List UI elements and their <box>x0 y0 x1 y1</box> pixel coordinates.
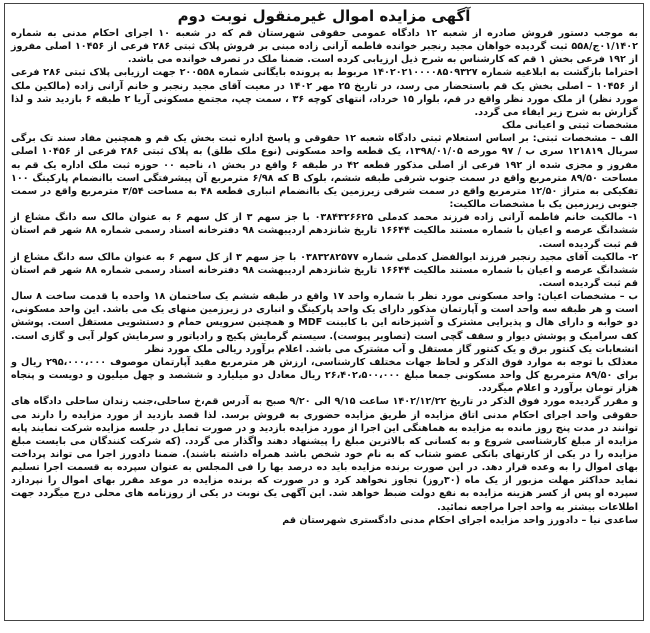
paragraph-auction-terms: و مقرر گردیده مورد فوق الذکر در تاریخ ۱۴۰۲/۱۲/۲۲ ساعت ۹/۱۵ الی ۹/۲۰ صبح به آدرس قم،خ ساحلی،جنب زندان ساحلی دادگاه های حقوقی واحد اجرای احکام مدنی اتاق مزایده از طریق مزایده حضوری به فروش برسد. لذا قصد بازدید از مورد مزایده را دارند می توانند در مدت پنج روز مانده به مزایده به هماهنگی این اجرا از مورد مزایده بازدید و در صورت تمایل در جلسه مزایده شرکت نمایند پایه مزایده از مبلغ کارشناسی شروع و به کسانی که بالاترین مبلغ را پیشنهاد دهند واگذار می گردد. (که شرکت کنندگان می بایست مبلغ مزایده را در یکی از کارتهای بانکی عضو شتاب که به نام خود شخص باشد همراه داشته باشند). ضمنا دادورز اجرا می تواند پرداخت بهای اموال را به وعده قرار دهد. در این صورت برنده مزایده باید ده درصد بها را فی المجلس به عنوان سپرده به قسمت اجرا تسلیم نماید حداکثر مهلت مزبور از یک ماه (۳۰روز) تجاوز نخواهد کرد و در صورت که برنده مزایده در موعد مقرر بهای اموال را نپردازد سپرده او پس از کسر هزینه مزایده به نفع دولت ضبط خواهد شد. این آگهی یک نوبت در یکی از روزنامه های محلی درج میگردد جهت اطلاعات بیشتر به واحد اجرا مراجعه نمائید. <box>11 396 638 513</box>
notice-frame <box>4 3 644 621</box>
paragraph-owner-1: ۱- مالکیت خانم فاطمه آرانی زاده فرزند محمد کدملی ۰۳۸۴۳۲۶۶۲۵ با جز سهم ۳ از کل سهم ۶ به عنوان مالک سه دانگ مشاع از ششدانگ عرصه و اعیان با شماره مستند مالکیت ۱۶۶۴۴ تاریخ شانزدهم اردیبهشت ۹۸ دفترخانه اسناد رسمی شماره ۸۸ شهر قم استان قم ثبت گردیده است. <box>11 212 638 250</box>
paragraph-signature: ساعدی نیا – دادورز واحد مزایده اجرای احکام مدنی دادگستری شهرستان قم <box>282 514 638 526</box>
paragraph-owner-2: ۲- مالکیت آقای مجید رنجبر فرزند ابوالفضل کدملی شماره ۰۳۸۳۲۸۲۵۷۷ با جز سهم ۳ از کل سهم ۶ به عنوان مالک سه دانگ مشاع از ششدانگ عرصه و اعیان با شماره مستند مالکیت ۱۶۶۴۴ تاریخ شانزدهم اردیبهشت ۹۸ دفترخانه اسناد رسمی شماره ۸۸ شهر قم استان قم ثبت گردیده است. <box>11 251 639 289</box>
paragraph-registration: الف – مشخصات ثبتی: بر اساس استعلام ثبتی دادگاه شعبه ۱۲ حقوقی و پاسخ اداره ثبت بخش یک قم و همچنین مفاد سند تک برگی سریال ۱۲۱۸۱۹ سری ب / ۹۷ مورخه ۱۳۹۸/۰۱/۰۵، یک قطعه واحد مسکونی (نوع ملک طلق) به پلاک ثبتی ۲۸۶ فرعی از ۱۰۴۵۶ اصلی مفروز و مجزی شده از ۱۹۲ فرعی از اصلی مذکور قطعه ۴۲ در طبقه ۶ واقع در بخش ۱، ناحیه ۰۰ حوزه ثبت ملک اداره یک قم به مساحت ۸۹/۵۰ مترمربع واقع در سمت جنوب شرقی طبقه ششم، بلوک B که ۶/۹۸ مترمربع آن پیشرفتگی است باانضمام پارکینگ ۱۰۰ تفکیکی به متراژ ۱۲/۵۰ مترمربع واقع در سمت شرقی زیرزمین یک باانضمام انباری قطعه ۴۸ به مساحت ۳/۵۴ مترمربع واقع در سمت جنوبی زیرزمین یک با مشخصات مالکیت: <box>11 133 639 211</box>
paragraph-valuation: معذلک با توجه به موارد فوق الذکر و لحاظ جهات مختلف کارشناسی، ارزش هر مترمربع مفید آپارتمان موصوف ۲۹۵،۰۰۰،۰۰۰ ریال و برای ۸۹/۵۰ مترمربع کل واحد مسکونی جمعا مبلغ ۲۶،۴۰۲،۵۰۰،۰۰۰ ریال معادل دو میلیارد و ششصد و چهل میلیون و دویست و پنجاه هزار تومان برآورد و اعلام میگردد. <box>11 356 638 395</box>
paragraph-heading: مشخصات ثبتی و اعیانی ملک <box>501 120 638 132</box>
paragraph-appraisal: احتراما بازگشت به ابلاغیه شماره ۱۴۰۲۰۲۱۰۰۰۰۸۵۰۹۳۲۷ مربوط به پرونده بایگانی شماره ۲۰۰۵۵۸ جهت ارزیابی پلاک ثبتی ۲۸۶ فرعی از ۱۰۴۵۶ – اصلی بخش یک قم باستحضار می رسد، در تاریخ ۲۵ مهر ۱۴۰۲ در معیت آقای مجید رنجبر و خانم آرانی زاده (مالکین ملک مورد نظر) از ملک مورد نظر واقع در قم، بلوار ۱۵ خرداد، انتهای کوچه ۳۶ ، سمت چپ، مجتمع مسکونی آریا ۲ طبقه ۶ بازدید شد و لذا گزارش به شرح زیر ایفاء می گردد. <box>11 67 639 118</box>
paragraph-intro: به موجب دستور فروش صادره از شعبه ۱۲ دادگاه عمومی حقوقی شهرستان قم که در شعبه ۱۰ اجرای احکام مدنی به شماره ۰۱/۱۴۰۲ج/۵۵۸ ثبت گردیده خواهان مجید رنجبر خوانده فاطمه آرانی زاده مبنی بر فروش پلاک ثبتی ۲۸۶ فرعی از ۱۰۴۵۶ اصلی مفروز از ۱۹۲ فرعی بخش ۱ قم که کارشناس به شرح ذیل ارزیابی کرده است. ضمنا ملک در تصرف خوانده می باشد. <box>11 28 639 66</box>
notice-body <box>5 27 643 527</box>
paragraph-building: ب – مشخصات اعیان: واحد مسکونی مورد نظر با شماره واحد ۱۷ واقع در طبقه ششم یک ساختمان ۱۸ واحده با قدمت ساخت ۸ سال است و هر طبقه سه واحد است و آپارتمان مذکور دارای یک واحد پارکینگ و انباری در زیرزمین منهای یک می باشد. این واحد مسکونی، دو خوابه و دارای هال و پذیرایی مشترک و آشپزخانه این با کابینت MDF و همچنین سرویس حمام و دستشویی مستقل است. پوشش کف سرامیک و پوشش دیوار و سقف گچی است (تصاویر پیوست). سیستم گرمایش پکیج و رادیاتور و سرمایش کولر آبی و گازی است. انشعابات یک کنتور برق و یک کنتور گاز مستقل و آب مشترک می باشد. اعلام برآورد ریالی ملک مورد نظر <box>11 291 639 355</box>
notice-title: آگهی مزایده اموال غیرمنقول نوبت دوم <box>177 7 471 25</box>
